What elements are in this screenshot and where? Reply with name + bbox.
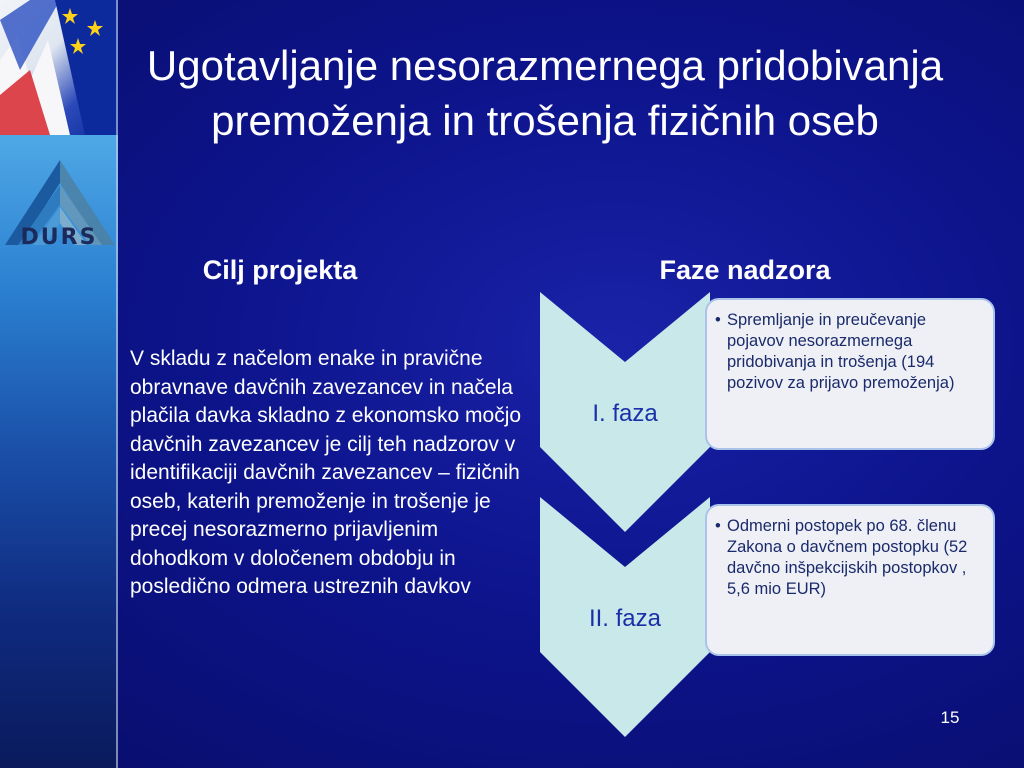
phases-diagram	[540, 292, 1000, 742]
phase-1-label: I. faza	[592, 400, 658, 427]
strip-divider	[116, 0, 118, 768]
project-goal-text: V skladu z načelom enake in pravične obravnave davčnih zavezancev in načela plačila davka skladno z ekonomsko močjo davčnih zavezancev je cilj teh nadzorov v identifikaciji davčnih zavezancev – fizičnih oseb, katerih premoženje in trošenje je precej nesorazmerno prijavljenim dohodkom v določenem obdobju in posledično odmera ustreznih davkov	[130, 347, 522, 598]
left-decorative-strip	[0, 0, 118, 768]
phase-2-text: Odmerni postopek po 68. členu Zakona o davčnem postopku (52 davčno inšpekcijskih postopkov , 5,6 mio EUR)	[727, 517, 968, 598]
page-number: 15	[940, 708, 960, 727]
durs-logo-text: DURS	[20, 225, 98, 250]
slide-title: Ugotavljanje nesorazmernega pridobivanja premoženja in trošenja fizičnih oseb	[146, 42, 944, 144]
phase-2-label: II. faza	[588, 605, 662, 632]
flag-graphic	[0, 0, 118, 135]
phase-1-box	[705, 298, 995, 450]
right-column-heading: Faze nadzora	[659, 255, 831, 285]
bullet-icon: •	[715, 311, 721, 329]
left-column-heading: Cilj projekta	[202, 255, 358, 285]
phase-1-text: Spremljanje in preučevanje pojavov nesorazmernega pridobivanja in trošenja (194 pozivov za prijavo premoženja)	[727, 311, 955, 392]
phase-2-box	[705, 504, 995, 656]
durs-logo-icon	[0, 155, 118, 275]
flag-icon	[0, 0, 118, 135]
bullet-icon: •	[715, 517, 721, 535]
